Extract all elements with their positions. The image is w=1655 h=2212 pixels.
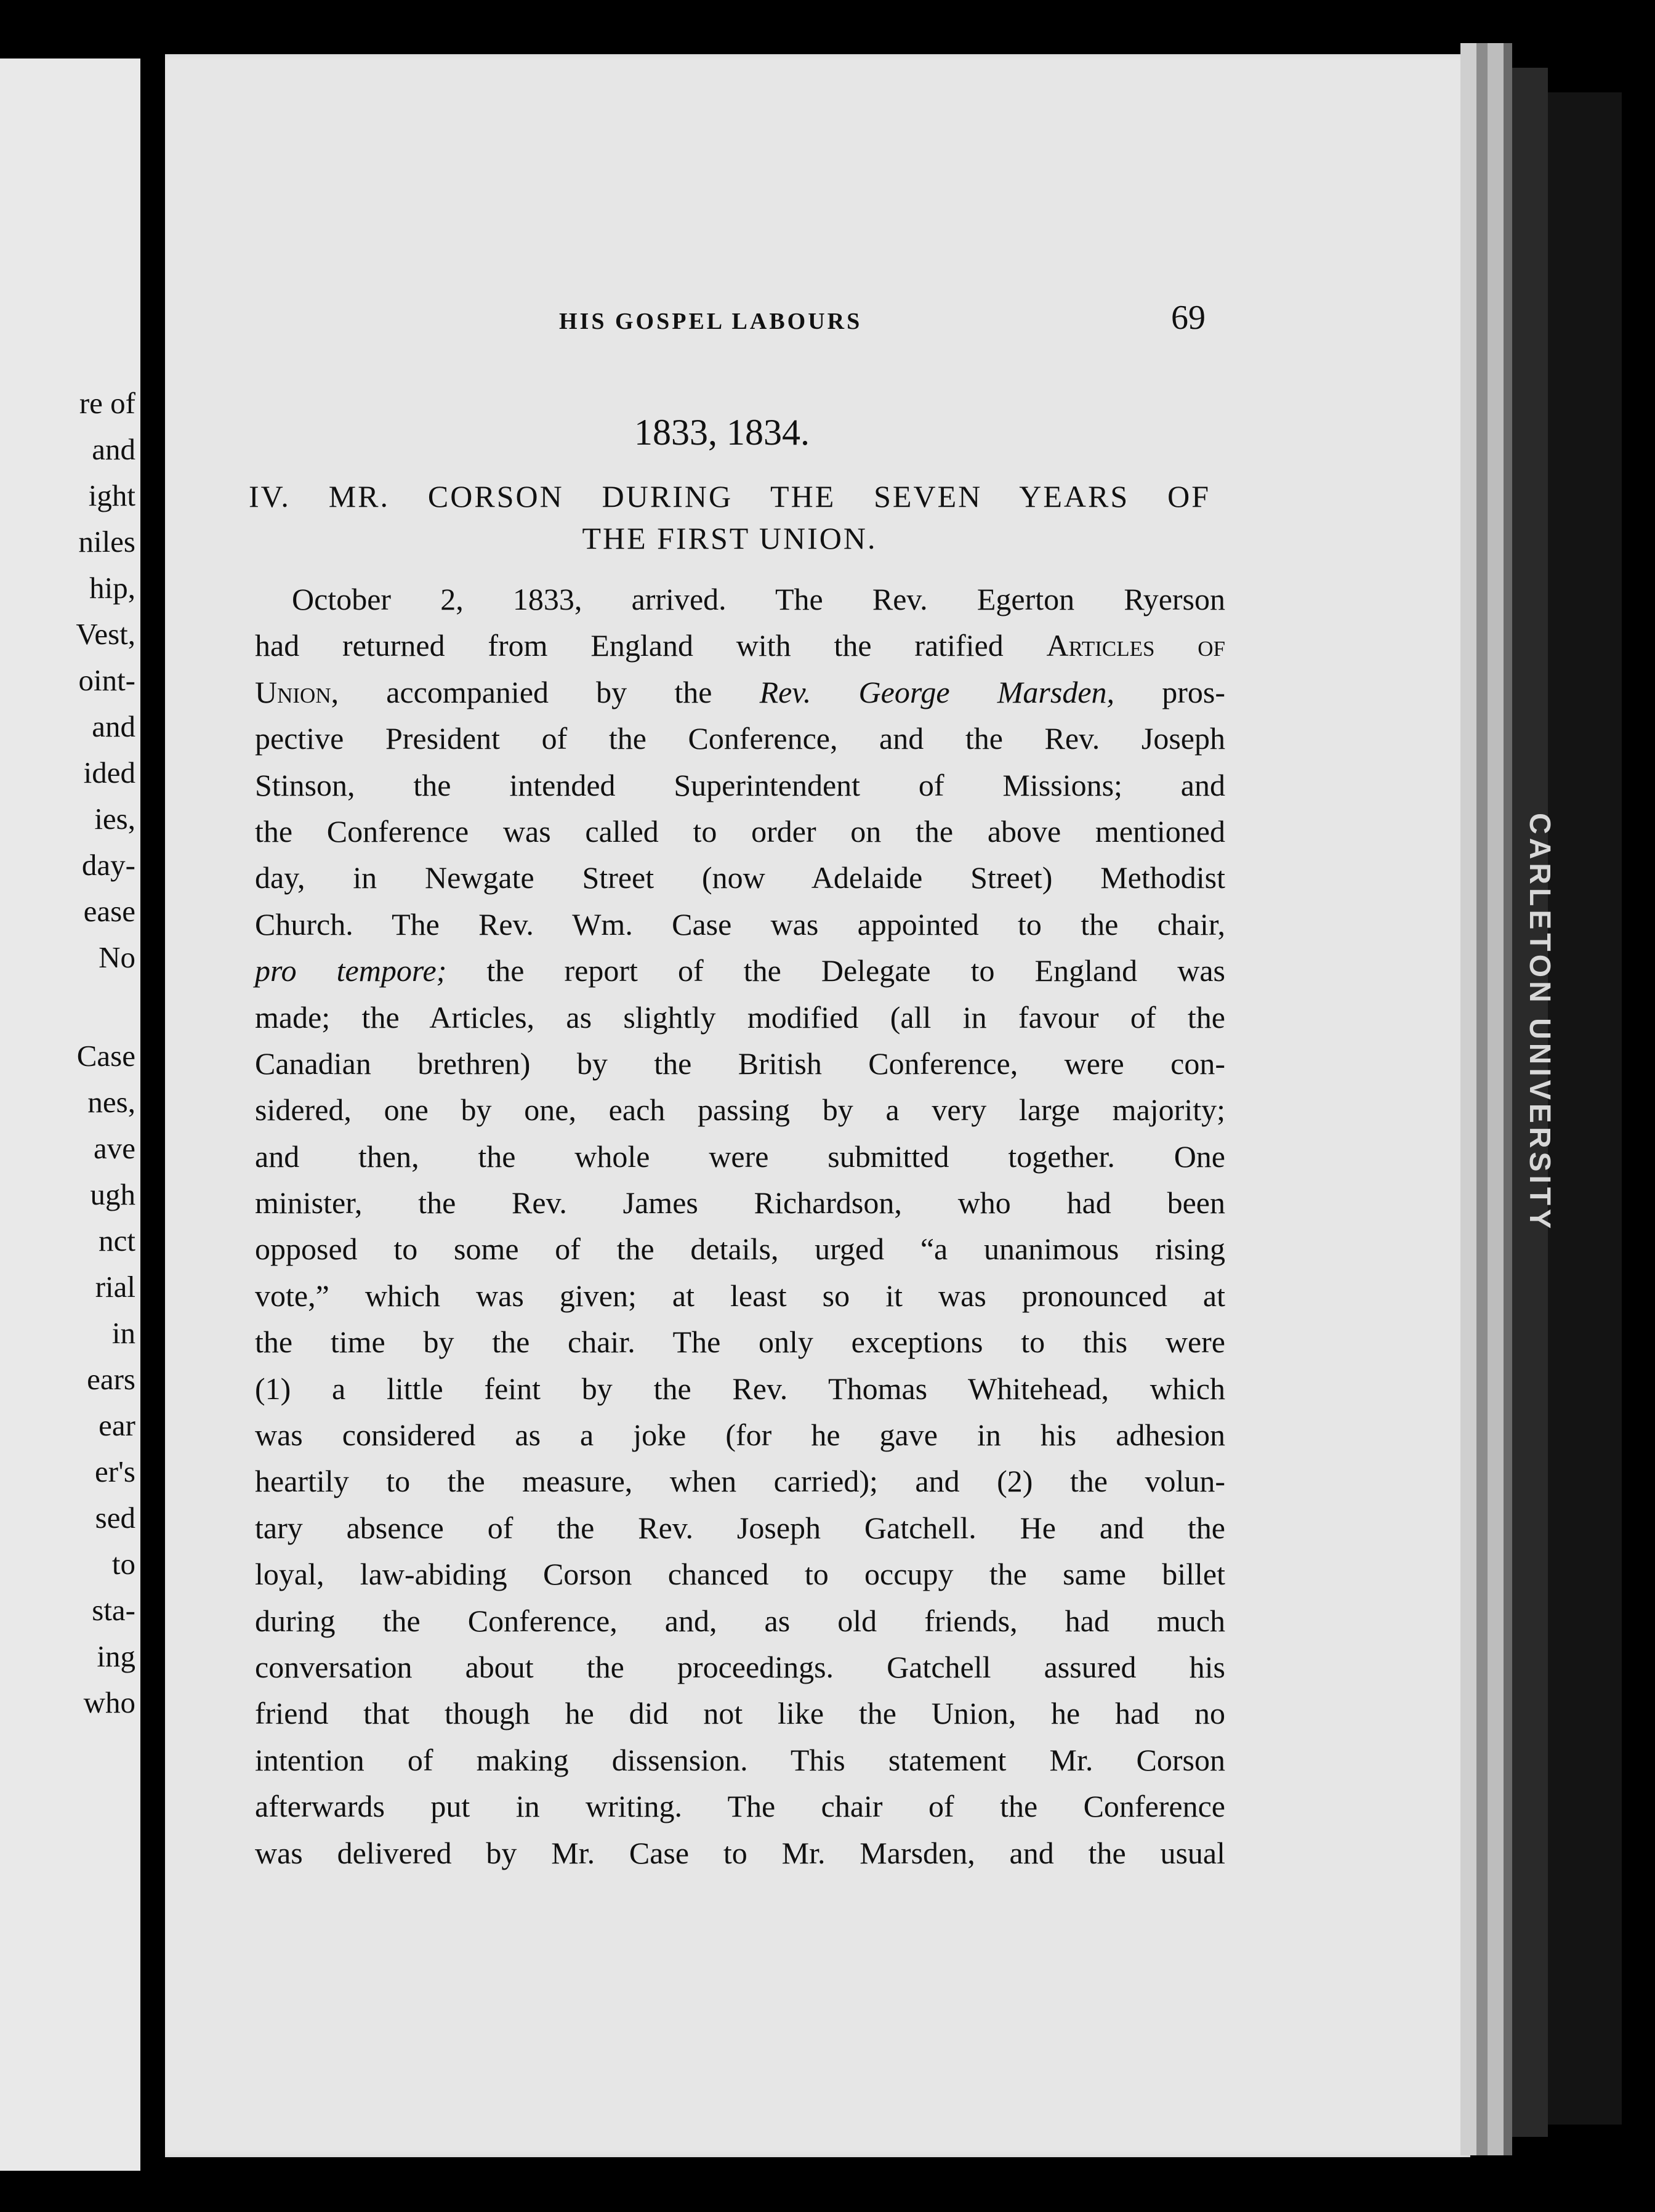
text-line: had returned from England with the ratified Articles of	[255, 628, 1225, 663]
page-edge	[1504, 43, 1512, 2155]
facing-page-fragment: No	[99, 940, 135, 974]
chapter-title-line: THE FIRST UNION.	[582, 521, 877, 555]
chapter-title-line: IV. MR. CORSON DURING THE SEVEN YEARS OF	[249, 479, 1210, 514]
facing-page-fragment: nes,	[87, 1085, 135, 1119]
facing-page-fragment: er's	[95, 1455, 135, 1488]
facing-page-fragment: nct	[99, 1224, 135, 1257]
text-line: (1) a little feint by the Rev. Thomas Whitehead, which	[255, 1371, 1225, 1406]
facing-page-fragment: niles	[78, 525, 135, 559]
text-line: and then, the whole were submitted together. One	[255, 1139, 1225, 1174]
facing-page-fragment: ears	[87, 1362, 135, 1396]
page-edge	[1476, 43, 1488, 2155]
body-text	[255, 576, 1225, 1876]
facing-page-fragment: sta-	[92, 1593, 135, 1627]
facing-page-fragment: ight	[88, 478, 135, 512]
text-line: tary absence of the Rev. Joseph Gatchell. He and the	[255, 1510, 1225, 1545]
text-line: the Conference was called to order on the above mentioned	[255, 813, 1225, 849]
facing-page-left	[0, 59, 140, 2171]
text-line: was considered as a joke (for he gave in his adhesion	[255, 1418, 1225, 1453]
small-caps-text: Articles of	[1046, 628, 1225, 663]
page-edge	[1488, 43, 1504, 2155]
facing-page-fragment: in	[111, 1316, 135, 1350]
text-line: was delivered by Mr. Case to Mr. Marsden, and the usual	[255, 1835, 1225, 1870]
text-line: vote,” which was given; at least so it was pronounced at	[255, 1278, 1225, 1313]
facing-page-fragment: hip,	[89, 571, 135, 605]
italic-text: Rev. George Marsden,	[759, 674, 1115, 709]
facing-page-fragment: who	[83, 1685, 135, 1719]
facing-page-fragment: ies,	[94, 802, 135, 836]
facing-page-fragment: re of	[79, 386, 135, 420]
facing-page-fragment: ease	[83, 894, 135, 928]
page-number: 69	[1171, 299, 1206, 337]
text-line: sidered, one by one, each passing by a very large majority;	[255, 1092, 1225, 1128]
facing-page-fragment: rial	[95, 1270, 135, 1304]
facing-page-fragment: ing	[97, 1639, 135, 1673]
text-line: minister, the Rev. James Richardson, who had been	[255, 1185, 1225, 1221]
text-line: October 2, 1833, arrived. The Rev. Egerton Ryerson	[292, 582, 1225, 616]
text-line: during the Conference, and, as old friends, had much	[255, 1603, 1225, 1638]
facing-page-fragment: Case	[76, 1039, 135, 1073]
text-line: friend that though he did not like the Union, he had no	[255, 1696, 1225, 1731]
facing-page-fragment: oint-	[78, 663, 135, 697]
running-head: HIS GOSPEL LABOURS	[559, 309, 863, 334]
page-edge	[1460, 43, 1476, 2155]
facing-page-fragment: and	[92, 432, 135, 466]
text-line: Church. The Rev. Wm. Case was appointed to the chair,	[255, 906, 1225, 942]
italic-text: pro tempore;	[255, 953, 447, 988]
book-spine-edge	[1548, 92, 1622, 2125]
section-years: 1833, 1834.	[634, 412, 810, 453]
text-line: opposed to some of the details, urged “a unanimous rising	[255, 1232, 1225, 1267]
library-stamp: CARLETON UNIVERSITY	[1523, 813, 1556, 1233]
text-line: afterwards put in writing. The chair of the Conference	[255, 1789, 1225, 1824]
text-line: loyal, law-abiding Corson chanced to occupy the same billet	[255, 1557, 1225, 1592]
chapter-title	[249, 475, 1210, 559]
facing-page-fragment: ugh	[90, 1177, 135, 1211]
text-line: Canadian brethren) by the British Conference, were con-	[255, 1046, 1225, 1081]
small-caps-text: Union	[255, 674, 331, 709]
facing-page-fragment: sed	[95, 1501, 135, 1535]
text-line: pro tempore; the report of the Delegate to England was	[255, 953, 1225, 988]
facing-page-fragment: ear	[99, 1408, 135, 1442]
facing-page-fragment: to	[111, 1547, 135, 1581]
facing-page-fragment: day-	[81, 848, 135, 882]
text-line: the time by the chair. The only exceptions to this were	[255, 1325, 1225, 1360]
text-line: conversation about the proceedings. Gatchell assured his	[255, 1649, 1225, 1684]
text-line: intention of making dissension. This statement Mr. Corson	[255, 1742, 1225, 1777]
facing-page-fragment: ave	[94, 1131, 135, 1165]
text-line: Union, accompanied by the Rev. George Marsden, pros-	[255, 674, 1225, 709]
text-line: made; the Articles, as slightly modified (all in favour of the	[255, 999, 1225, 1035]
text-line: heartily to the measure, when carried); and (2) the volun-	[255, 1464, 1225, 1499]
text-line: Stinson, the intended Superintendent of Missions; and	[255, 767, 1225, 802]
facing-page-fragment: and	[92, 709, 135, 743]
text-line: day, in Newgate Street (now Adelaide Street) Methodist	[255, 860, 1225, 895]
text-line: pective President of the Conference, and the Rev. Joseph	[255, 721, 1225, 756]
facing-page-fragment: ided	[83, 756, 135, 789]
facing-page-fragment: Vest,	[76, 617, 135, 651]
